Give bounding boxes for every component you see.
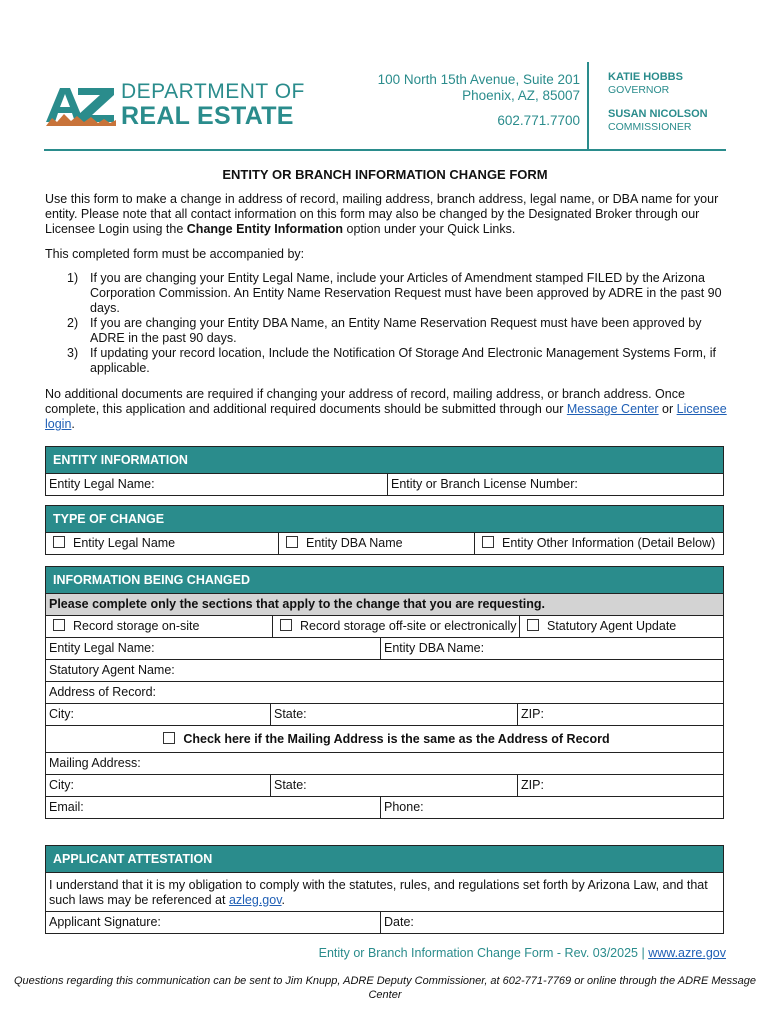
azleg-link[interactable]: azleg.gov [228, 893, 282, 907]
license-number-field[interactable]: Entity or Branch License Number: [387, 474, 723, 495]
statutory-agent-field[interactable]: Statutory Agent Name: [49, 663, 175, 677]
adre-logo [44, 80, 319, 130]
list-item: 2) If you are changing your Entity DBA Name, an Entity Name Reservation Request must have been approved by ADRE in the past 90 days. [67, 316, 702, 345]
new-legal-name-field[interactable]: Entity Legal Name: [49, 641, 155, 655]
section-heading: INFORMATION BEING CHANGED [46, 567, 723, 594]
mailing-state-field[interactable]: State: [270, 775, 517, 796]
applicant-attestation-section [45, 845, 724, 934]
phone-field[interactable]: Phone: [380, 797, 723, 818]
agency-phone: 602.771.7700 [497, 113, 580, 128]
checkbox-icon[interactable] [163, 732, 175, 744]
applicant-signature-field[interactable]: Applicant Signature: [49, 915, 161, 929]
new-dba-name-field[interactable]: Entity DBA Name: [380, 638, 723, 659]
section-heading: APPLICANT ATTESTATION [46, 846, 723, 873]
questions-footer: Questions regarding this communication can be sent to Jim Knupp, ADRE Deputy Commissioner, at 602-771-7769 or online through the ADRE Message Center [13, 975, 757, 1001]
statutory-agent-update-option[interactable]: Statutory Agent Update [519, 616, 723, 637]
checkbox-icon[interactable] [527, 619, 539, 631]
azre-website-link[interactable]: www.azre.gov [648, 946, 726, 960]
information-being-changed-section [45, 566, 724, 819]
mailing-address-field[interactable]: Mailing Address: [49, 756, 141, 770]
entity-legal-name-field[interactable]: Entity Legal Name: [49, 477, 155, 491]
mailing-same-as-record-option[interactable]: Check here if the Mailing Address is the same as the Address of Record [156, 726, 612, 752]
officials [608, 71, 708, 134]
checkbox-icon[interactable] [286, 536, 298, 548]
logo-line-2: REAL ESTATE [121, 102, 294, 130]
entity-information-section [45, 446, 724, 496]
city-field[interactable]: City: [49, 707, 74, 721]
section-heading: TYPE OF CHANGE [46, 506, 723, 533]
instruction-banner: Please complete only the sections that apply to the change that you are requesting. [46, 594, 723, 615]
header-divider-vertical [587, 62, 589, 150]
type-of-change-section [45, 505, 724, 555]
record-storage-offsite-option[interactable]: Record storage off-site or electronically [272, 616, 519, 637]
mailing-zip-field[interactable]: ZIP: [517, 775, 723, 796]
checkbox-icon[interactable] [53, 536, 65, 548]
form-title: ENTITY OR BRANCH INFORMATION CHANGE FORM [222, 167, 548, 182]
checkbox-icon[interactable] [482, 536, 494, 548]
address-line-2: Phoenix, AZ, 85007 [462, 88, 580, 103]
list-item: 1) If you are changing your Entity Legal Name, include your Articles of Amendment stamped FILED by the Arizona Corporation Commission. An Entity Name Reservation Request must have been approved by ADRE in the past 90 days. [67, 271, 722, 315]
mailing-city-field[interactable]: City: [49, 778, 74, 792]
date-field[interactable]: Date: [380, 912, 723, 933]
header-divider-horizontal [44, 149, 726, 151]
form-revision-footer: Entity or Branch Information Change Form - Rev. 03/2025 | www.azre.gov [318, 946, 726, 960]
official-2-name: SUSAN NICOLSON [608, 108, 708, 120]
checkbox-icon[interactable] [53, 619, 65, 631]
address-line-1: 100 North 15th Avenue, Suite 201 [377, 72, 580, 87]
requirements-list [45, 271, 727, 376]
accompanied-text: This completed form must be accompanied by: [45, 247, 305, 261]
address-of-record-field[interactable]: Address of Record: [49, 685, 156, 699]
email-field[interactable]: Email: [49, 800, 84, 814]
submission-paragraph: No additional documents are required if changing your address of record, mailing address, or branch address. Once complete, this application and additional required documents should be submitted through our Message Center or Licensee login. [45, 387, 727, 431]
az-logo-mark-icon [44, 82, 116, 126]
checkbox-icon[interactable] [280, 619, 292, 631]
state-field[interactable]: State: [270, 704, 517, 725]
official-1-name: KATIE HOBBS [608, 71, 683, 83]
attestation-text: I understand that it is my obligation to comply with the statutes, rules, and regulations set forth by Arizona Law, and that such laws may be referenced at azleg.gov. [49, 878, 708, 907]
change-other-info-option[interactable]: Entity Other Information (Detail Below) [474, 533, 723, 554]
intro-paragraph: Use this form to make a change in address of record, mailing address, branch address, legal name, or DBA name for your entity. Please note that all contact information on this form may also be changed by the Designated Broker through our Licensee Login using the Change Entity Information option under your Quick Links. [45, 192, 719, 236]
zip-field[interactable]: ZIP: [517, 704, 723, 725]
message-center-link[interactable]: Message Center [566, 402, 659, 416]
change-legal-name-option[interactable]: Entity Legal Name [46, 533, 278, 554]
change-dba-name-option[interactable]: Entity DBA Name [278, 533, 474, 554]
list-item: 3) If updating your record location, Include the Notification Of Storage And Electronic Management Systems Form, if applicable. [67, 346, 717, 375]
agency-address [378, 72, 580, 129]
section-heading: ENTITY INFORMATION [46, 447, 723, 474]
official-1-title: GOVERNOR [608, 84, 670, 96]
licensee-login-link[interactable]: Licensee login [45, 402, 727, 431]
record-storage-onsite-option[interactable]: Record storage on-site [46, 616, 272, 637]
official-2-title: COMMISSIONER [608, 121, 692, 133]
logo-line-1: DEPARTMENT OF [121, 80, 305, 103]
